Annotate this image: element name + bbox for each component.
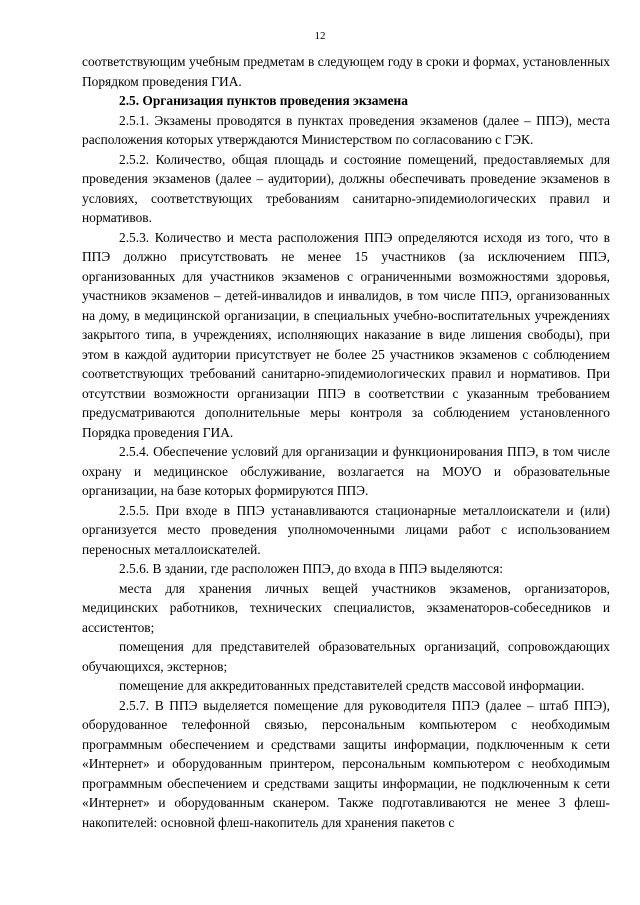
paragraph-continuation: соответствующим учебным предметам в следующем году в сроки и формах, установленных Порядком проведения ГИА.	[82, 54, 610, 89]
paragraph-2-5-7: 2.5.7. В ППЭ выделяется помещение для руководителя ППЭ (далее – штаб ППЭ), оборудованное телефонной связью, персональным компьютером с необходимым программным обеспечением и средствами защиты информации, подключенным к сети «Интернет» и оборудованным принтером, персональным компьютером с необходимым программным обеспечением и средствами защиты информации, не подключенным к сети «Интернет» и оборудованным сканером. Также подготавливаются не менее 3 флеш-накопителей: основной флеш-накопитель для хранения пакетов с	[82, 697, 610, 830]
paragraph-2-5-3: 2.5.3. Количество и места расположения ППЭ определяются исходя из того, что в ППЭ должно присутствовать не менее 15 участников (за исключением ППЭ, организованных для участников экзаменов с ограниченными возможностями здоровья, участников экзаменов – детей-инвалидов и инвалидов, в том числе ППЭ, организованных на дому, в медицинской организации, в специальных учебно-воспитательных учреждениях закрытого типа, в учреждениях, исполняющих наказание в виде лишения свободы), при этом в каждой аудитории присутствует не более 25 участников экзаменов с соблюдением соответствующих требований санитарно-эпидемиологических правил и нормативов. При отсутствии возможности организации ППЭ в соответствии с указанным требованием предусматриваются дополнительные меры контроля за соблюдением установленного Порядка проведения ГИА.	[82, 229, 610, 440]
list-item-media: помещение для аккредитованных представителей средств массовой информации.	[119, 678, 585, 693]
list-item-representatives: помещения для представителей образовательных организаций, сопровождающих обучающихся, экстернов;	[82, 639, 610, 674]
page-number: 12	[314, 30, 326, 42]
paragraph-2-5-2: 2.5.2. Количество, общая площадь и состояние помещений, предоставляемых для проведения экзаменов (далее – аудитории), должны обеспечивать проведение экзаменов в условиях, соответствующих требованиям санитарно-эпидемиологических правил и нормативов.	[82, 151, 610, 225]
paragraph-2-5-6: 2.5.6. В здании, где расположен ППЭ, до входа в ППЭ выделяются:	[119, 561, 503, 576]
paragraph-2-5-1: 2.5.1. Экзамены проводятся в пунктах проведения экзаменов (далее – ППЭ), места расположения которых утверждаются Министерством по согласованию с ГЭК.	[82, 112, 610, 147]
paragraph-2-5-5: 2.5.5. При входе в ППЭ устанавливаются стационарные металлоискатели и (или) организуется место проведения уполномоченными лицами работ с использованием переносных металлоискателей.	[82, 502, 610, 557]
paragraph-2-5-4: 2.5.4. Обеспечение условий для организации и функционирования ППЭ, в том числе охрану и медицинское обслуживание, возлагается на МОУО и образовательные организации, на базе которых формируются ППЭ.	[82, 444, 610, 498]
document-body	[82, 52, 610, 832]
section-heading: 2.5. Организация пунктов проведения экзамена	[119, 93, 408, 108]
list-item-storage: места для хранения личных вещей участников экзаменов, организаторов, медицинских работников, технических специалистов, экзаменаторов-собеседников и ассистентов;	[82, 580, 610, 635]
